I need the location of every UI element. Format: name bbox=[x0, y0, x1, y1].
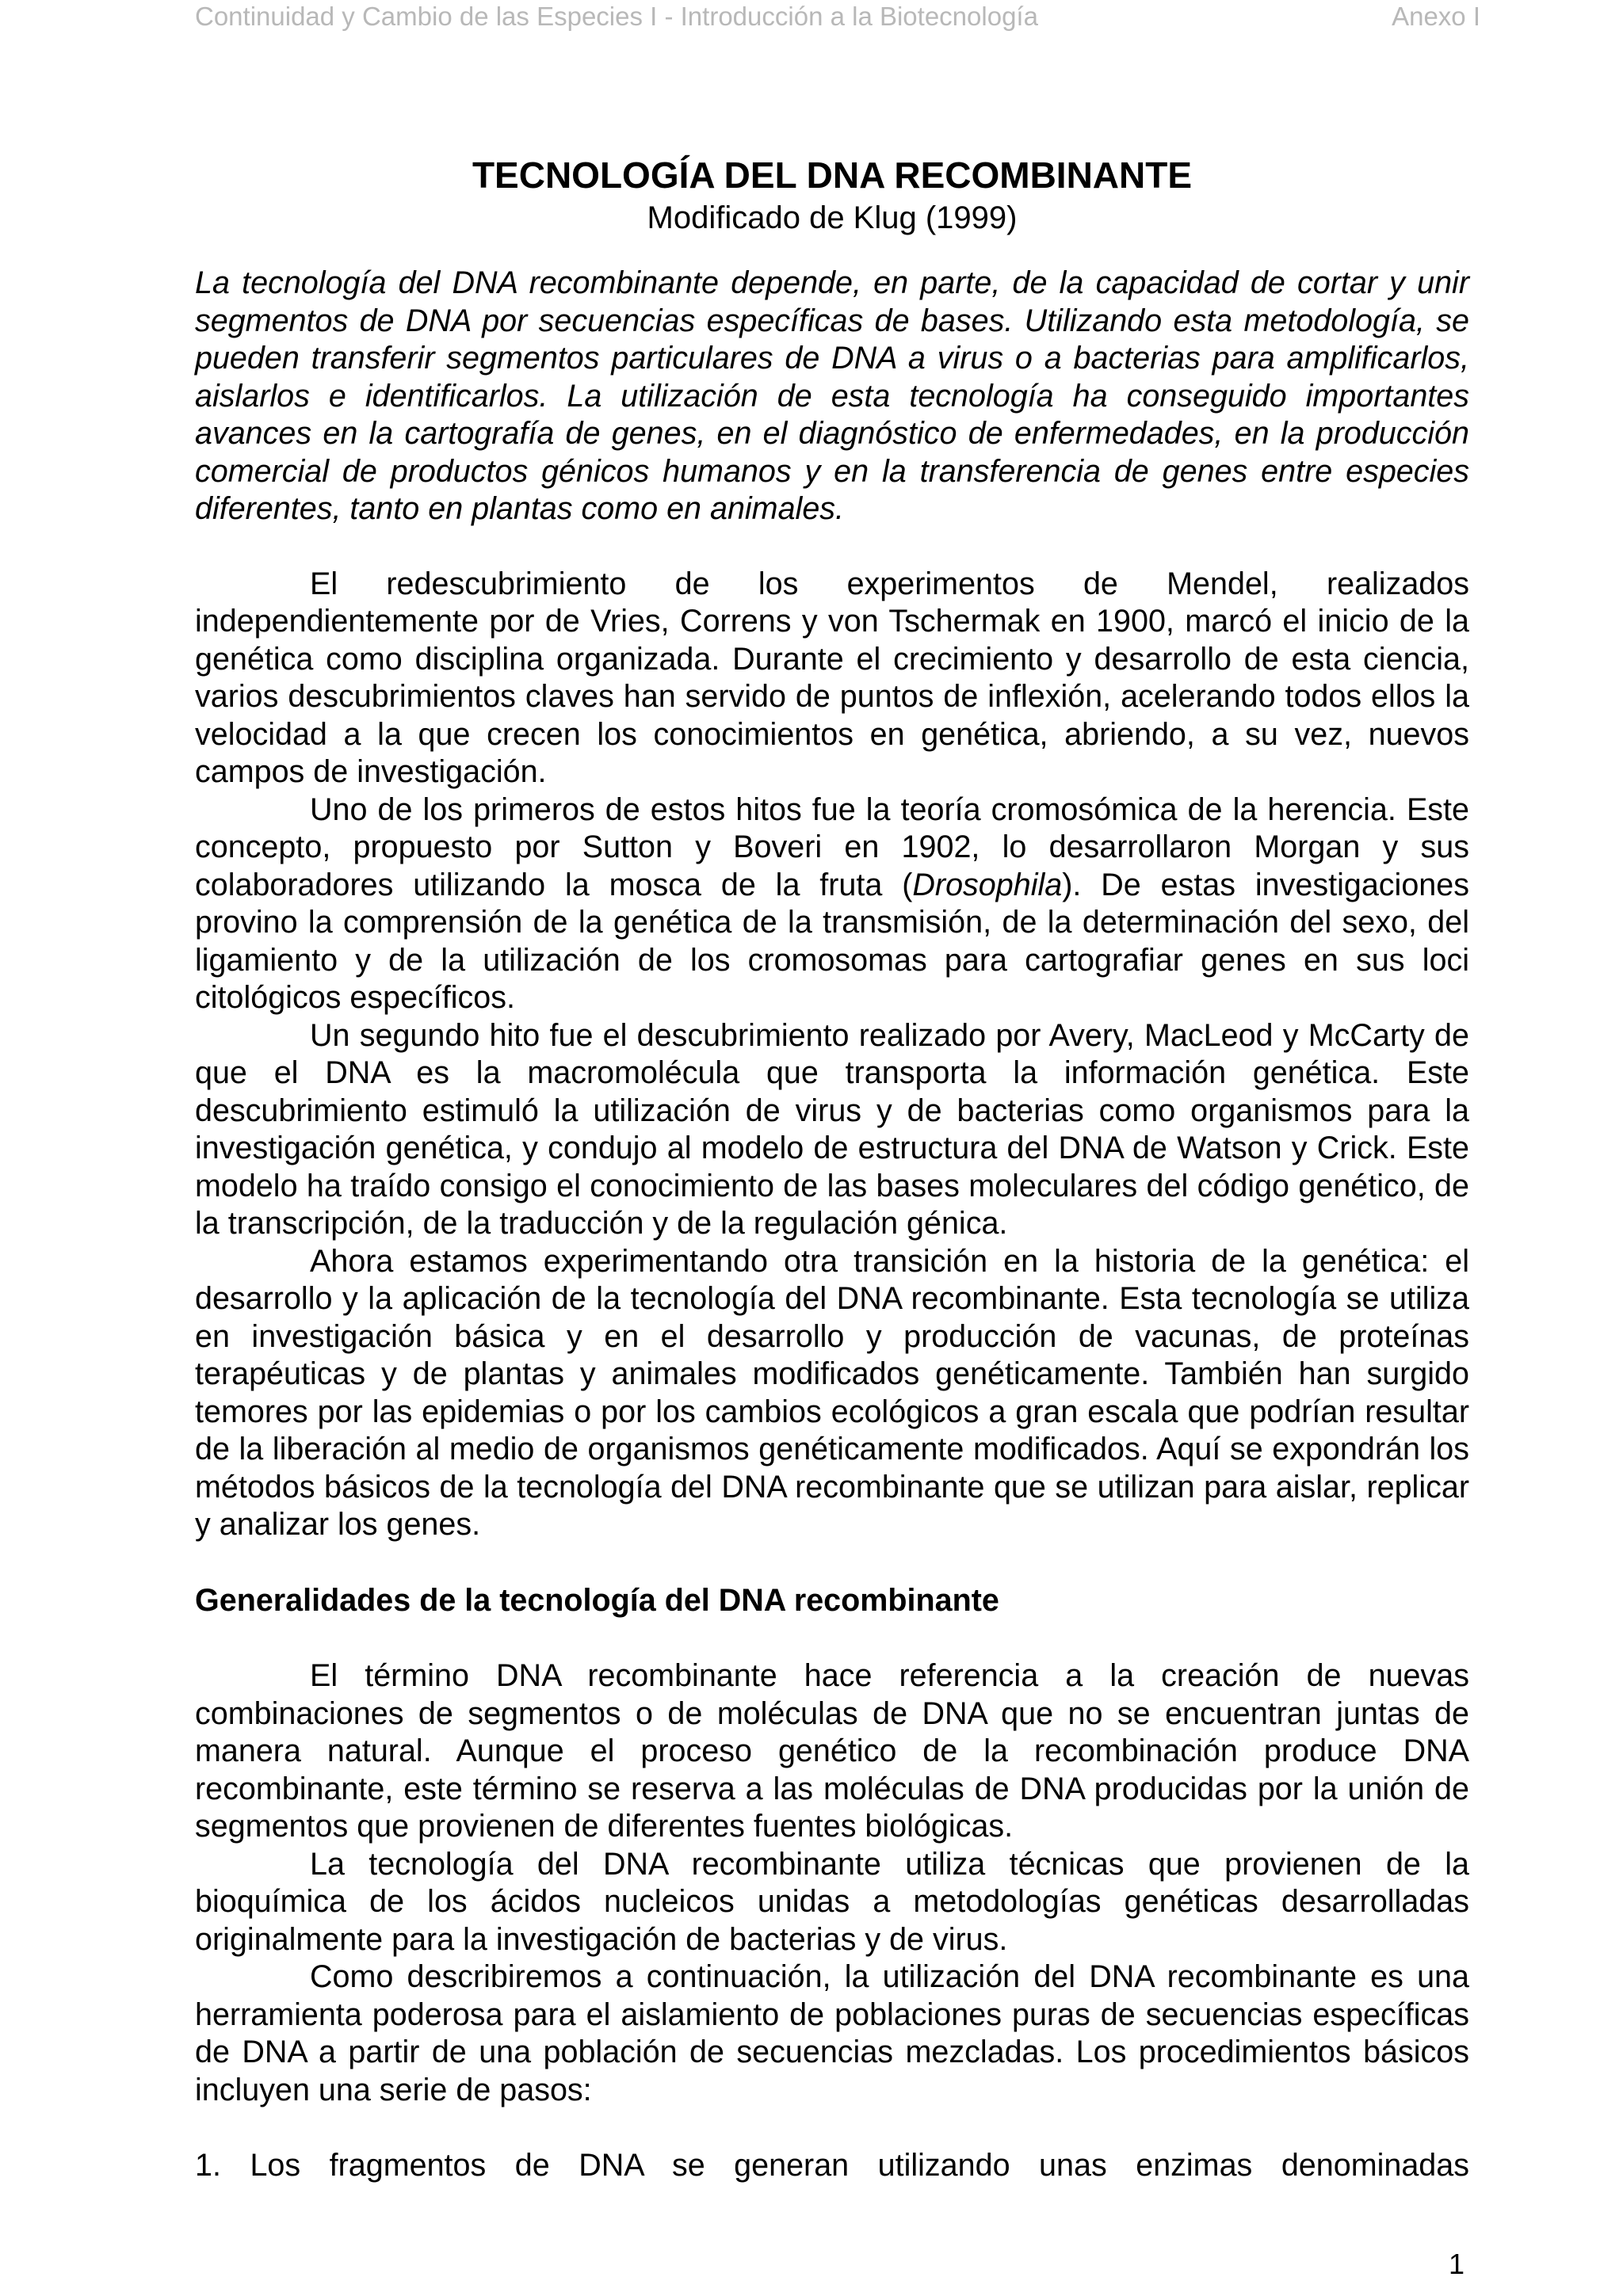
section-heading: Generalidades de la tecnología del DNA recombinante bbox=[195, 1582, 999, 1618]
intro-paragraph: El redescubrimiento de los experimentos de Mendel, realizados independientemente por de Vries, Correns y von Tschermak en 1900, marcó el inicio de la genética como disciplina organizada. Durante el crecimiento y desarrollo de esta ciencia, varios descubrimientos claves han servido de puntos de inflexión, acelerando todos ellos la velocidad a la que crecen los conocimientos en genética, abriendo, a su vez, nuevos campos de investigación. bbox=[195, 566, 1469, 789]
section-paragraph: El término DNA recombinante hace referencia a la creación de nuevas combinaciones de segmentos o de moléculas de DNA que no se encuentran juntas de manera natural. Aunque el proceso genético de la recombinación produce DNA recombinante, este término se reserva a las moléculas de DNA producidas por la unión de segmentos que provienen de diferentes fuentes biológicas. bbox=[195, 1658, 1469, 1844]
numbered-list-item: 1. Los fragmentos de DNA se generan utilizando unas enzimas denominadas bbox=[195, 2148, 1469, 2183]
section-paragraph: Como describiremos a continuación, la utilización del DNA recombinante es una herramienta poderosa para el aislamiento de poblaciones puras de secuencias específicas de DNA a partir de una población de secuencias mezcladas. Los procedimientos básicos incluyen una serie de pasos: bbox=[195, 1959, 1469, 2107]
dna-discovery-paragraph: Un segundo hito fue el descubrimiento realizado por Avery, MacLeod y McCarty de que el DNA es la macromolécula que transporta la información genética. Este descubrimiento estimuló la utilización de virus y de bacterias como organismos para la investigación genética, y condujo al modelo de estructura del DNA de Watson y Crick. Este modelo ha traído consigo el conocimiento de las bases moleculares del código genético, de la transcripción, de la traducción y de la regulación génica. bbox=[195, 1017, 1469, 1241]
document-subtitle: Modificado de Klug (1999) bbox=[647, 200, 1018, 235]
running-header-annex: Anexo I bbox=[1392, 2, 1480, 31]
document-title: TECNOLOGÍA DEL DNA RECOMBINANTE bbox=[472, 154, 1193, 196]
abstract-paragraph: La tecnología del DNA recombinante depende, en parte, de la capacidad de cortar y unir segmentos de DNA por secuencias específicas de bases. Utilizando esta metodología, se pueden transferir segmentos particulares de DNA a virus o a bacterias para amplificarlos, aislarlos e identificarlos. La utilización de esta tecnología ha conseguido importantes avances en la cartografía de genes, en el diagnóstico de enfermedades, en la producción comercial de productos génicos humanos y en la transferencia de genes entre especies diferentes, tanto en plantas como en animales. bbox=[195, 265, 1469, 526]
paragraph-text: Uno de los primeros de estos hitos fue la teoría cromosómica de la herencia. Este concepto, propuesto por Sutton y Boveri en 1902, lo desarrollaron Morgan y sus colaboradores utilizando la mosca de la fruta ( bbox=[195, 791, 1469, 902]
document-body bbox=[195, 152, 1469, 2185]
running-header-title: Continuidad y Cambio de las Especies I - Introducción a la Biotecnología bbox=[195, 2, 1038, 31]
page-number: 1 bbox=[1448, 2248, 1465, 2280]
chromosome-theory-paragraph bbox=[195, 791, 1469, 1017]
section-paragraph: La tecnología del DNA recombinante utiliza técnicas que provienen de la bioquímica de los ácidos nucleicos unidas a metodologías genéticas desarrolladas originalmente para la investigación de bacterias y de virus. bbox=[195, 1846, 1469, 1957]
paragraph-text: ). De estas investigaciones provino la comprensión de la genética de la transmisión, de la determinación del sexo, del ligamiento y de la utilización de los cromosomas para cartografiar genes en sus loci citológicos específicos. bbox=[195, 867, 1469, 1015]
recombinant-transition-paragraph: Ahora estamos experimentando otra transición en la historia de la genética: el desarrollo y la aplicación de la tecnología del DNA recombinante. Esta tecnología se utiliza en investigación básica y en el desarrollo y producción de vacunas, de proteínas terapéuticas y de plantas y animales modificados genéticamente. También han surgido temores por las epidemias o por los cambios ecológicos a gran escala que podrían resultar de la liberación al medio de organismos genéticamente modificados. Aquí se expondrán los métodos básicos de la tecnología del DNA recombinante que se utilizan para aislar, replicar y analizar los genes. bbox=[195, 1243, 1469, 1542]
species-name: Drosophila bbox=[912, 867, 1063, 902]
